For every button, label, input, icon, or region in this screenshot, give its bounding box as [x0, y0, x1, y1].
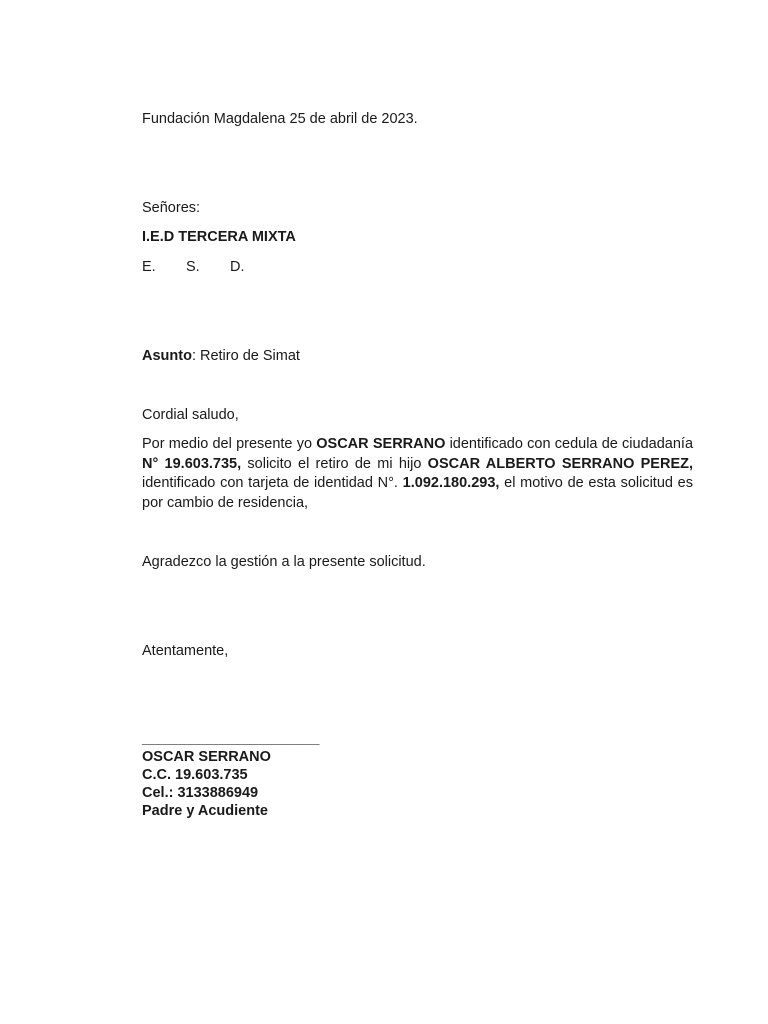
- body-father-id: N° 19.603.735,: [142, 455, 242, 472]
- subject-label: Asunto: [142, 348, 192, 364]
- body-text-1: Por medio del presente yo: [142, 436, 317, 452]
- body-son-id: 1.092.180.293,: [402, 475, 500, 491]
- greeting: Cordial saludo,: [142, 407, 239, 423]
- signature-cc: C.C. 19.603.735: [142, 767, 248, 783]
- signature-cel: Cel.: 3133886949: [142, 785, 259, 801]
- signature-role: Padre y Acudiente: [142, 803, 268, 819]
- body-text-4: identificado con tarjeta de identidad N°.: [142, 475, 403, 491]
- body-text-3: solicito el retiro de mi hijo: [241, 455, 428, 472]
- date-line: Fundación Magdalena 25 de abril de 2023.: [142, 111, 418, 127]
- body-text-5: el motivo de esta solicitud es por cambio de residencia,: [142, 475, 693, 511]
- body-text-2: identificado con cedula de ciudadanía: [445, 436, 694, 452]
- closing-line: Atentamente,: [142, 643, 229, 659]
- esd-d: D.: [230, 259, 245, 275]
- esd-e: E.: [142, 259, 156, 275]
- thanks-line: Agradezco la gestión a la presente solicitud.: [142, 554, 426, 570]
- body-paragraph: [142, 435, 693, 513]
- esd-s: S.: [186, 259, 200, 275]
- subject-line: [142, 347, 300, 366]
- salutation-to: Señores:: [142, 200, 201, 216]
- signature-name: OSCAR SERRANO: [142, 749, 271, 765]
- body-father-name: OSCAR SERRANO: [316, 436, 446, 452]
- body-son-name: OSCAR ALBERTO SERRANO PEREZ,: [427, 455, 693, 472]
- signature-line: ______________________: [142, 731, 320, 747]
- subject-value: : Retiro de Simat: [191, 348, 300, 364]
- recipient-name: I.E.D TERCERA MIXTA: [142, 229, 296, 245]
- esd-line: [142, 258, 245, 277]
